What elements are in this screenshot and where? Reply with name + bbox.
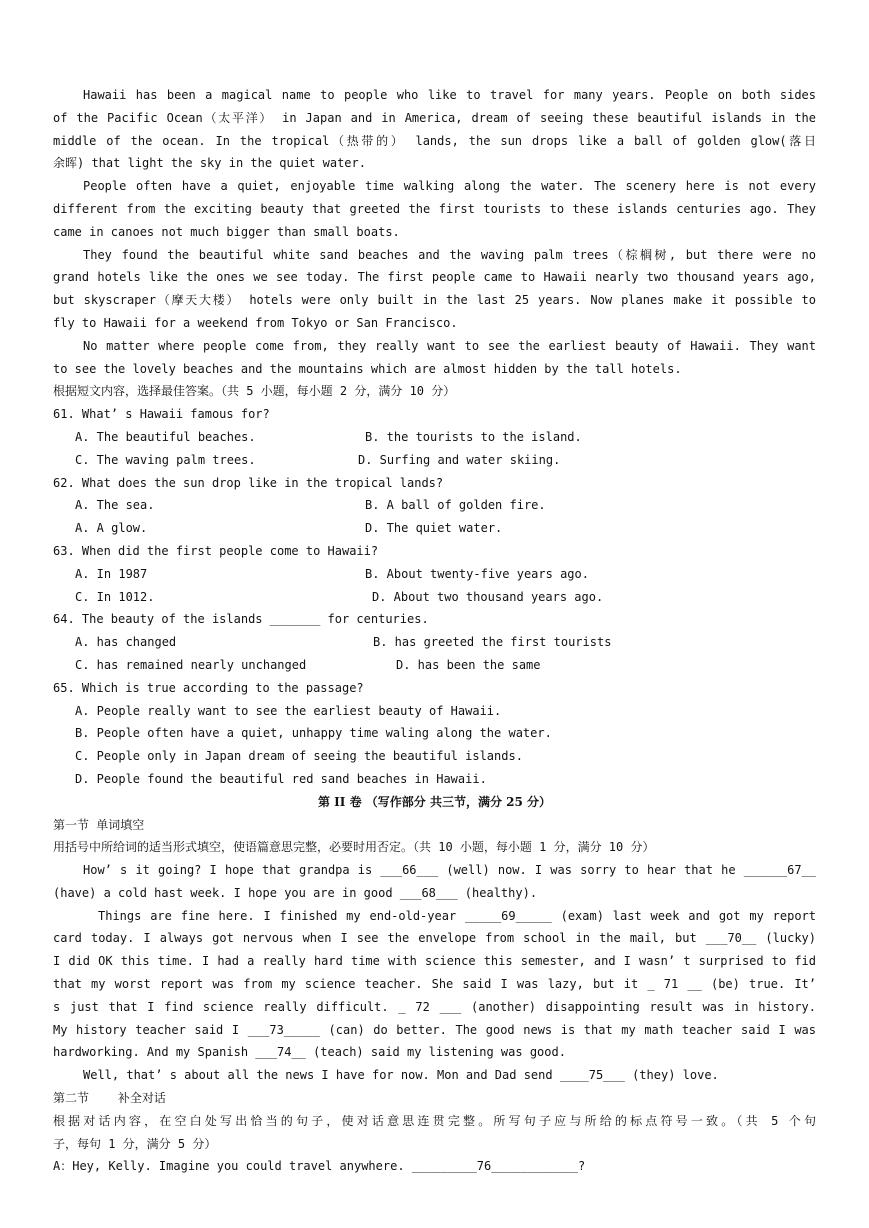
option-c: C. The waving palm trees. xyxy=(75,452,256,467)
passage-line: 余晖) that light the sky in the quiet water. xyxy=(53,156,366,171)
exam-page xyxy=(53,84,816,1178)
option-d: D. has been the same xyxy=(396,657,541,672)
letter-line: that my worst report was from my science teacher. She said I was lazy, but it _ 71 __ (be) true. It’ xyxy=(53,977,816,992)
part2-title: 第二节 补全对话 xyxy=(53,1091,166,1106)
letter-passage xyxy=(53,859,816,1087)
part1-title: 第一节 单词填空 xyxy=(53,817,145,832)
option-row xyxy=(53,517,816,540)
option-c: A. A glow. xyxy=(75,521,148,536)
dialogue-line: A：Hey, Kelly. Imagine you could travel anywhere. _________76____________? xyxy=(53,1159,586,1174)
question-62 xyxy=(53,472,816,540)
question-stem: 65. Which is true according to the passage? xyxy=(53,680,364,695)
letter-line: (have) a cold hast week. I hope you are in good ___68___ (healthy). xyxy=(53,885,538,900)
passage-line: People often have a quiet, enjoyable time walking along the water. The scenery here is not every xyxy=(83,179,816,194)
passage-line: different from the exciting beauty that greeted the first tourists to these islands centuries ago. They xyxy=(53,201,816,216)
option-row xyxy=(53,426,816,449)
passage-line: came in canoes not much bigger than small boats. xyxy=(53,224,400,239)
option-a: A. has changed xyxy=(75,635,177,650)
option-a: A. In 1987 xyxy=(75,566,148,581)
letter-line: Well, that’ s about all the news I have for now. Mon and Dad send ____75___ (they) love. xyxy=(83,1068,719,1083)
passage-line: No matter where people come from, they really want to see the earliest beauty of Hawaii. They want xyxy=(83,338,816,353)
question-stem: 62. What does the sun drop like in the tropical lands? xyxy=(53,475,444,490)
option-d: D. People found the beautiful red sand beaches in Hawaii. xyxy=(75,771,487,786)
option-c: C. In 1012. xyxy=(75,589,155,604)
passage-line: grand hotels like the ones we see today. The first people came to Hawaii nearly two thousand years ago, xyxy=(53,270,816,285)
part1-instruction: 用括号中所给词的适当形式填空，使语篇意思完整，必要时用否定。（共 10 小题，每小题 1 分，满分 10 分） xyxy=(53,840,655,855)
option-c: C. People only in Japan dream of seeing the beautiful islands. xyxy=(75,749,523,764)
option-row xyxy=(53,563,816,586)
question-61 xyxy=(53,403,816,471)
passage-line: fly to Hawaii for a weekend from Tokyo or San Francisco. xyxy=(53,315,458,330)
option-row xyxy=(53,586,816,609)
option-b: B. About twenty-five years ago. xyxy=(365,566,589,581)
letter-line: I did OK this time. I had a really hard time with science this semester, and I wasn’ t surprised to fid xyxy=(53,954,816,969)
option-b: B. the tourists to the island. xyxy=(365,429,582,444)
passage-line: but skyscraper（摩天大楼） hotels were only built in the last 25 years. Now planes make it possible to xyxy=(53,293,816,308)
part2-instruction: 子，每句 1 分，满分 5 分） xyxy=(53,1136,217,1151)
option-row xyxy=(53,494,816,517)
option-d: D. The quiet water. xyxy=(365,521,503,536)
question-stem: 63. When did the first people come to Hawaii? xyxy=(53,543,379,558)
option-a: A. People really want to see the earliest beauty of Hawaii. xyxy=(75,703,502,718)
passage-line: middle of the ocean. In the tropical（热带的） lands, the sun drops like a ball of golden glow(落日 xyxy=(53,133,816,148)
letter-line: How’ s it going? I hope that grandpa is ___66___ (well) now. I was sorry to hear that he ______67__ xyxy=(83,863,816,878)
passage-line: They found the beautiful white sand beaches and the waving palm trees（棕榈树, but there were no xyxy=(83,247,816,262)
reading-instruction: 根据短文内容，选择最佳答案。（共 5 小题，每小题 2 分，满分 10 分） xyxy=(53,384,456,399)
option-row xyxy=(53,449,816,472)
passage-line: to see the lovely beaches and the mountains which are almost hidden by the tall hotels. xyxy=(53,361,682,376)
letter-line: card today. I always got nervous when I see the envelope from school in the mail, but ___70__ (lucky) xyxy=(53,931,816,946)
letter-line: Things are fine here. I finished my end-old-year _____69_____ (exam) last week and got my report xyxy=(98,908,816,923)
part2-instruction: 根据对话内容，在空白处写出恰当的句子，使对话意思连贯完整。所写句子应与所给的标点符号一致。（共 5 个句 xyxy=(53,1113,816,1128)
question-64 xyxy=(53,608,816,676)
question-65 xyxy=(53,677,816,791)
letter-line: s just that I find science really difficult. _ 72 ___ (another) disappointing result was in history. xyxy=(53,999,816,1014)
option-a: A. The sea. xyxy=(75,498,155,513)
reading-passage xyxy=(53,84,816,380)
option-d: D. About two thousand years ago. xyxy=(372,589,604,604)
question-stem: 64. The beauty of the islands _______ for centuries. xyxy=(53,612,429,627)
question-stem: 61. What’ s Hawaii famous for? xyxy=(53,407,270,422)
option-d: D. Surfing and water skiing. xyxy=(358,452,561,467)
question-63 xyxy=(53,540,816,608)
passage-line: Hawaii has been a magical name to people who like to travel for many years. People on both sides xyxy=(83,88,816,102)
letter-line: hardworking. And my Spanish ___74__ (teach) said my listening was good. xyxy=(53,1045,566,1060)
passage-line: of the Pacific Ocean（太平洋） in Japan and in America, dream of seeing these beautiful islands in the xyxy=(53,110,816,125)
option-row xyxy=(53,654,816,677)
option-row xyxy=(53,631,816,654)
option-b: B. has greeted the first tourists xyxy=(373,635,612,650)
option-b: B. A ball of golden fire. xyxy=(365,498,546,513)
section-title: 第 II 卷 （写作部分 共三节，满分 25 分） xyxy=(318,794,551,809)
option-a: A. The beautiful beaches. xyxy=(75,429,256,444)
letter-line: My history teacher said I ___73_____ (can) do better. The good news is that my math teacher said I was xyxy=(53,1022,816,1037)
option-c: C. has remained nearly unchanged xyxy=(75,657,307,672)
option-b: B. People often have a quiet, unhappy time waling along the water. xyxy=(75,726,552,741)
